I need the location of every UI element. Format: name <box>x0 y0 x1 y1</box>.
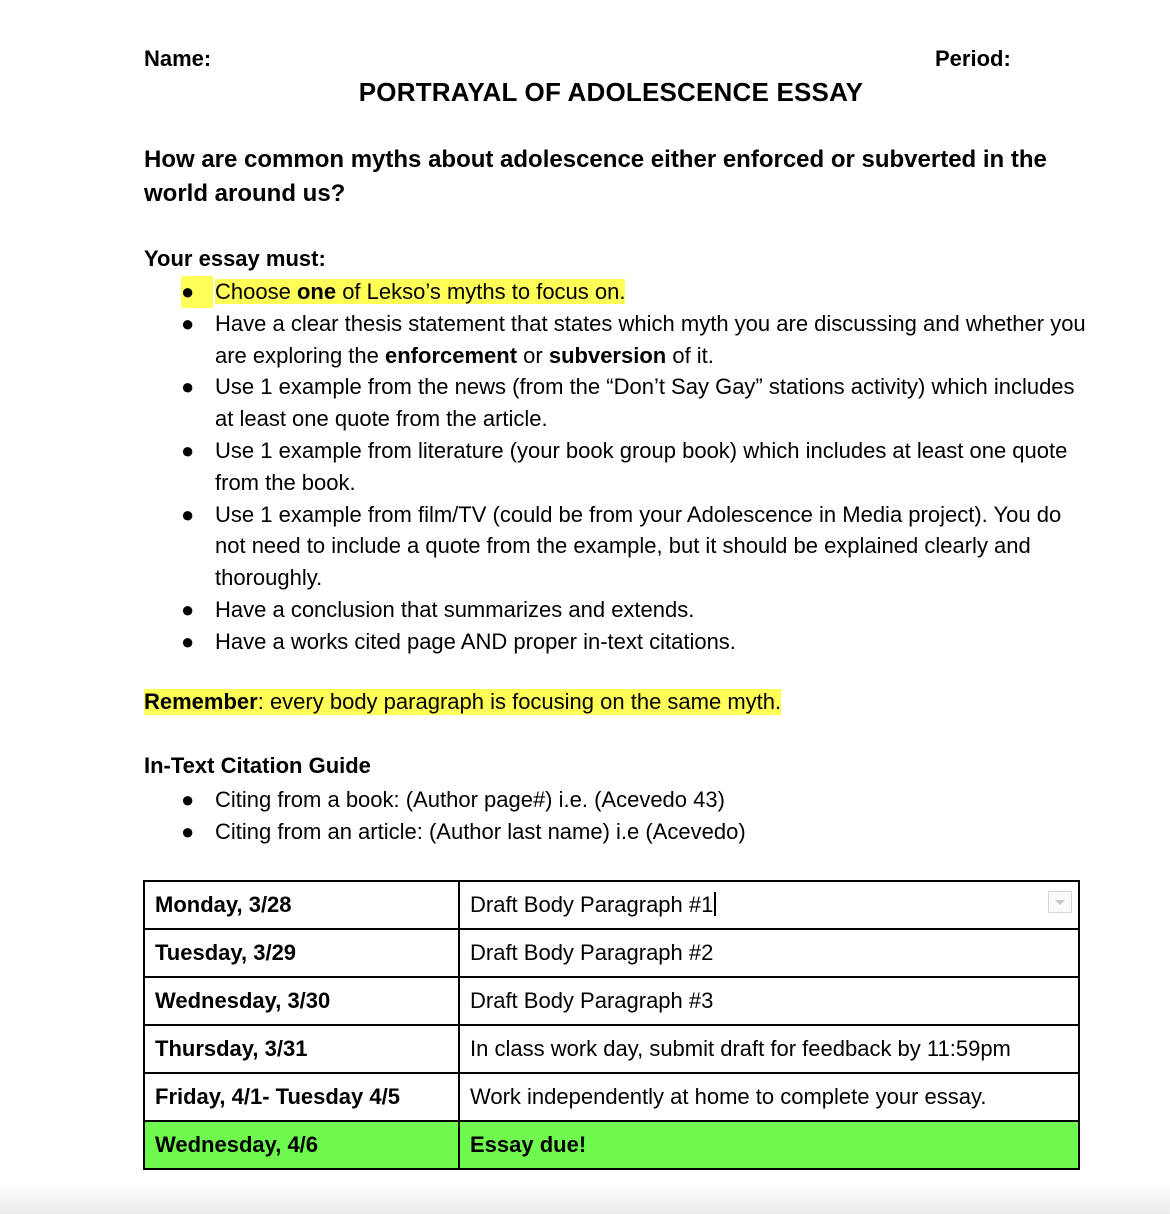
table-cell-task[interactable]: In class work day, submit draft for feedback by 11:59pm <box>459 1025 1079 1073</box>
page-bottom-shadow <box>0 1184 1170 1214</box>
requirements-heading: Your essay must: <box>144 246 326 271</box>
table-cell-task[interactable]: Essay due! <box>459 1121 1079 1169</box>
table-cell-task[interactable]: Draft Body Paragraph #2 <box>459 929 1079 977</box>
item-text: Citing from a book: (Author page#) i.e. (Acevedo 43) <box>215 787 725 812</box>
item-text: Have a conclusion that summarizes and extends. <box>215 596 695 622</box>
table-cell-task[interactable]: Work independently at home to complete your essay. <box>459 1073 1079 1121</box>
name-label: Name: <box>144 46 212 71</box>
table-row <box>144 1025 1079 1073</box>
item-bold-text: one <box>296 279 337 304</box>
task-text: Draft Body Paragraph #1 <box>470 892 714 917</box>
table-cell-day[interactable]: Tuesday, 3/29 <box>144 929 459 977</box>
item-bold-text: subversion <box>548 342 667 368</box>
list-item <box>0 499 1090 594</box>
bullet-icon: ● <box>181 276 213 308</box>
table-row <box>144 1073 1079 1121</box>
item-text: Use 1 example from film/TV (could be from your Adolescence in Media project). You do not need to include a quote from the example, but it should be explained clearly and thoroughly. <box>215 501 1062 591</box>
table-cell-day[interactable]: Thursday, 3/31 <box>144 1025 459 1073</box>
citation-guide-list <box>0 784 1090 848</box>
table-row-due <box>144 1121 1079 1169</box>
item-text: Choose <box>215 279 297 304</box>
list-item <box>0 276 1090 308</box>
list-item <box>0 626 1090 658</box>
bullet-icon: ● <box>181 310 195 336</box>
list-item <box>0 594 1090 626</box>
table-cell-day[interactable]: Friday, 4/1- Tuesday 4/5 <box>144 1073 459 1121</box>
bullet-icon: ● <box>181 437 195 463</box>
bullet-icon: ● <box>181 501 195 527</box>
item-text: Have a clear thesis statement that states which myth you are discussing and whether you are exploring the <box>215 310 1086 368</box>
bullet-icon: ● <box>181 628 195 654</box>
schedule-table <box>143 880 1080 1170</box>
item-text: Use 1 example from literature (your book group book) which includes at least one quote from the book. <box>215 437 1068 495</box>
highlighted-text <box>215 279 625 304</box>
item-text: or <box>517 342 549 368</box>
chevron-down-icon[interactable] <box>1048 891 1072 913</box>
bullet-icon: ● <box>181 819 195 844</box>
remember-bold-text: Remember <box>144 689 258 714</box>
item-text: Have a works cited page AND proper in-text citations. <box>215 628 736 654</box>
table-row <box>144 929 1079 977</box>
item-text: of Lekso’s myths to focus on. <box>336 279 626 304</box>
bullet-icon: ● <box>181 374 195 400</box>
table-cell-task[interactable] <box>459 881 1079 929</box>
list-item <box>0 784 1090 816</box>
requirements-list <box>0 276 1090 658</box>
table-row <box>144 977 1079 1025</box>
text-cursor <box>714 892 716 916</box>
bullet-icon: ● <box>181 596 195 622</box>
bullet-icon: ● <box>181 787 195 812</box>
period-label: Period: <box>935 46 1011 71</box>
list-item <box>0 816 1090 848</box>
table-row <box>144 881 1079 929</box>
document-title: PORTRAYAL OF ADOLESCENCE ESSAY <box>358 77 864 107</box>
citation-guide-heading: In-Text Citation Guide <box>144 753 371 778</box>
table-cell-day[interactable]: Wednesday, 4/6 <box>144 1121 459 1169</box>
item-text: Citing from an article: (Author last name) i.e (Acevedo) <box>215 819 746 844</box>
remember-text: : every body paragraph is focusing on the same myth. <box>257 689 782 714</box>
list-item <box>0 308 1090 372</box>
table-cell-task[interactable]: Draft Body Paragraph #3 <box>459 977 1079 1025</box>
item-text: of it. <box>666 342 714 368</box>
table-cell-day[interactable]: Wednesday, 3/30 <box>144 977 459 1025</box>
table-cell-day[interactable]: Monday, 3/28 <box>144 881 459 929</box>
list-item <box>0 435 1090 499</box>
remember-note <box>144 689 781 715</box>
item-bold-text: enforcement <box>385 342 518 368</box>
essay-question: How are common myths about adolescence either enforced or subverted in the world around us? <box>144 146 1047 207</box>
list-item <box>0 371 1090 435</box>
item-text: Use 1 example from the news (from the “Don’t Say Gay” stations activity) which includes at least one quote from the article. <box>215 374 1075 432</box>
